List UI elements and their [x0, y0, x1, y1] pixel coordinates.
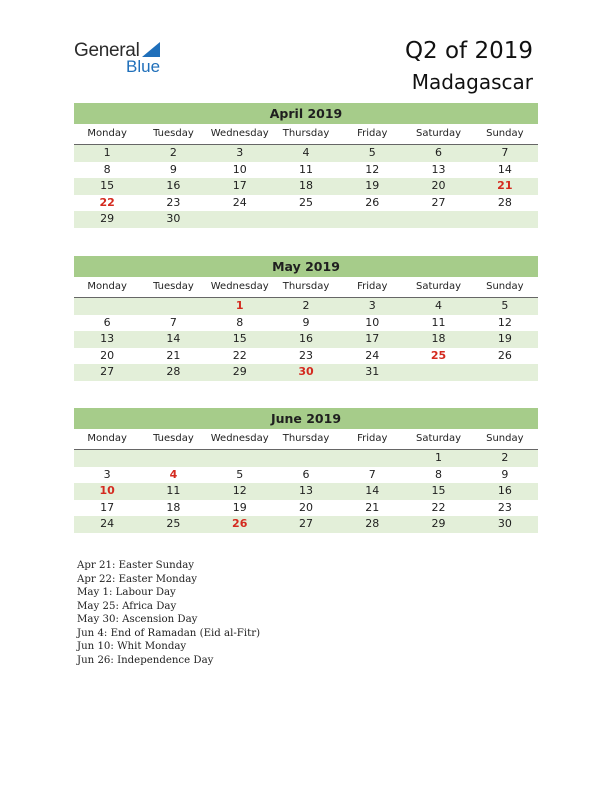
- day-cell: 30: [497, 517, 512, 530]
- week-row: [74, 364, 538, 381]
- week-row: [74, 516, 538, 533]
- day-cell: 28: [365, 517, 380, 530]
- day-cell: 29: [232, 365, 247, 378]
- day-cell: 24: [365, 348, 380, 362]
- holiday-note: Apr 22: Easter Monday: [77, 573, 198, 585]
- day-cell: 27: [431, 195, 446, 209]
- day-cell: 17: [100, 500, 115, 514]
- day-cell: 10: [365, 315, 380, 329]
- day-cell: [405, 364, 471, 381]
- month-title: June 2019: [74, 408, 538, 429]
- day-cell: 6: [302, 467, 310, 481]
- day-cell: 29: [100, 212, 115, 225]
- day-cell: 28: [497, 195, 512, 209]
- day-cell: 8: [236, 315, 244, 329]
- day-cell: 19: [232, 500, 247, 514]
- weekday-label: Tuesday: [153, 433, 194, 444]
- holiday-day-cell: 4: [169, 467, 178, 481]
- weekday-label: Sunday: [486, 128, 524, 139]
- holiday-day-cell: 10: [99, 484, 115, 497]
- day-cell: [140, 450, 206, 467]
- day-cell: 3: [368, 299, 376, 312]
- day-cell: 13: [100, 332, 115, 345]
- day-cell: 20: [431, 179, 446, 192]
- day-cell: 3: [236, 146, 244, 159]
- day-cell: 25: [166, 517, 181, 530]
- week-row: [74, 145, 538, 162]
- weekday-label: Friday: [357, 128, 388, 139]
- day-cell: 16: [166, 179, 181, 192]
- holiday-note: May 1: Labour Day: [77, 587, 176, 598]
- day-cell: 26: [497, 348, 512, 362]
- day-cell: 18: [298, 179, 313, 192]
- weekday-header-row: [74, 124, 538, 145]
- day-cell: 17: [365, 332, 380, 345]
- day-cell: 15: [431, 484, 446, 497]
- day-cell: 9: [169, 162, 177, 176]
- day-cell: 15: [100, 179, 115, 192]
- day-cell: 22: [431, 500, 446, 514]
- weekday-label: Thursday: [282, 281, 330, 292]
- week-row: [74, 162, 538, 179]
- day-cell: 30: [166, 212, 181, 225]
- weekday-label: Friday: [357, 433, 388, 444]
- day-cell: 12: [497, 315, 512, 329]
- weekday-label: Sunday: [486, 281, 524, 292]
- day-cell: 23: [497, 500, 512, 514]
- holiday-notes: [77, 559, 260, 667]
- weekday-label: Saturday: [416, 128, 462, 139]
- day-cell: 23: [166, 195, 181, 209]
- day-cell: 8: [435, 467, 443, 481]
- day-cell: 11: [431, 315, 446, 329]
- day-cell: 13: [431, 162, 446, 176]
- day-cell: 11: [298, 162, 313, 176]
- weekday-header-row: [74, 277, 538, 298]
- day-cell: 28: [166, 365, 181, 378]
- day-cell: 7: [169, 315, 177, 329]
- day-cell: 6: [435, 146, 443, 159]
- day-cell: 16: [298, 332, 313, 345]
- weekday-label: Wednesday: [210, 281, 269, 292]
- holiday-note: Jun 26: Independence Day: [77, 654, 214, 666]
- day-cell: [207, 450, 273, 467]
- holiday-day-cell: 1: [235, 299, 244, 312]
- weekday-header-row: [74, 429, 538, 450]
- day-cell: 25: [298, 195, 313, 209]
- month-calendar-may: [74, 256, 538, 381]
- day-cell: [339, 450, 405, 467]
- day-cell: 26: [365, 195, 380, 209]
- day-cell: 12: [232, 484, 247, 497]
- day-cell: 29: [431, 517, 446, 530]
- weekday-label: Wednesday: [210, 433, 269, 444]
- day-cell: 14: [497, 162, 512, 176]
- month-title: April 2019: [74, 103, 538, 124]
- day-cell: 23: [298, 348, 313, 362]
- month-calendar-june: [74, 408, 538, 533]
- day-cell: 9: [501, 467, 509, 481]
- brand-word-general: General: [74, 40, 140, 61]
- day-cell: 5: [368, 146, 376, 159]
- week-row: [74, 315, 538, 332]
- week-row: [74, 348, 538, 365]
- week-row: [74, 298, 538, 315]
- day-cell: 16: [497, 484, 512, 497]
- day-cell: [273, 211, 339, 228]
- holiday-day-cell: 21: [497, 179, 513, 192]
- day-cell: 10: [232, 162, 247, 176]
- holiday-day-cell: 30: [298, 365, 314, 378]
- week-row: [74, 211, 538, 228]
- day-cell: 21: [166, 348, 181, 362]
- weekday-label: Thursday: [282, 433, 330, 444]
- day-cell: 13: [298, 484, 313, 497]
- day-cell: 5: [501, 299, 509, 312]
- day-cell: 19: [365, 179, 380, 192]
- day-cell: 7: [368, 467, 376, 481]
- day-cell: [339, 211, 405, 228]
- day-cell: 14: [166, 332, 181, 345]
- week-row: [74, 467, 538, 484]
- brand-word-blue: Blue: [126, 57, 161, 76]
- day-cell: 2: [302, 299, 310, 312]
- country-name: Madagascar: [411, 70, 533, 94]
- day-cell: 2: [501, 451, 509, 464]
- brand-logo: [74, 40, 174, 80]
- day-cell: 1: [103, 146, 111, 159]
- week-row: [74, 483, 538, 500]
- day-cell: [74, 450, 140, 467]
- week-row: [74, 450, 538, 467]
- weekday-label: Saturday: [416, 433, 462, 444]
- holiday-note: May 30: Ascension Day: [77, 614, 198, 625]
- day-cell: 27: [100, 365, 115, 378]
- brand-triangle-icon: [142, 42, 160, 57]
- day-cell: 8: [103, 162, 111, 176]
- day-cell: [405, 211, 471, 228]
- day-cell: [472, 364, 538, 381]
- day-cell: [472, 211, 538, 228]
- holiday-note: Jun 4: End of Ramadan (Eid al-Fitr): [77, 627, 261, 639]
- day-cell: [273, 450, 339, 467]
- weekday-label: Saturday: [416, 281, 462, 292]
- weekday-label: Tuesday: [153, 128, 194, 139]
- day-cell: 27: [298, 517, 313, 530]
- day-cell: 18: [431, 332, 446, 345]
- day-cell: [74, 298, 140, 315]
- day-cell: 12: [365, 162, 380, 176]
- day-cell: 15: [232, 332, 247, 345]
- day-cell: 20: [100, 348, 115, 362]
- day-cell: 17: [232, 179, 247, 192]
- weekday-label: Sunday: [486, 433, 524, 444]
- day-cell: 20: [298, 500, 313, 514]
- holiday-day-cell: 22: [99, 195, 115, 209]
- week-row: [74, 178, 538, 195]
- holiday-note: May 25: Africa Day: [77, 600, 177, 612]
- day-cell: 14: [365, 484, 380, 497]
- day-cell: [140, 298, 206, 315]
- weekday-label: Tuesday: [153, 281, 194, 292]
- day-cell: 6: [103, 315, 111, 329]
- day-cell: [207, 211, 273, 228]
- day-cell: 24: [100, 517, 115, 530]
- day-cell: 22: [232, 348, 247, 362]
- weekday-label: Friday: [357, 281, 388, 292]
- day-cell: 4: [435, 299, 443, 312]
- day-cell: 2: [169, 146, 177, 159]
- page-title: Q2 of 2019: [404, 38, 533, 64]
- weekday-label: Monday: [87, 281, 127, 292]
- day-cell: 31: [365, 365, 380, 378]
- day-cell: 9: [302, 315, 310, 329]
- holiday-note: Apr 21: Easter Sunday: [77, 560, 195, 571]
- week-row: [74, 500, 538, 517]
- day-cell: 4: [302, 146, 310, 159]
- day-cell: 1: [435, 451, 443, 464]
- weekday-label: Thursday: [282, 128, 330, 139]
- day-cell: 19: [497, 332, 512, 345]
- day-cell: 3: [103, 467, 111, 481]
- weekday-label: Monday: [87, 433, 127, 444]
- holiday-day-cell: 26: [232, 517, 248, 530]
- week-row: [74, 195, 538, 212]
- day-cell: 24: [232, 195, 247, 209]
- holiday-day-cell: 25: [430, 348, 447, 362]
- month-title: May 2019: [74, 256, 538, 277]
- weekday-label: Monday: [87, 128, 127, 139]
- day-cell: 18: [166, 500, 181, 514]
- weekday-label: Wednesday: [210, 128, 269, 139]
- day-cell: 21: [365, 500, 380, 514]
- day-cell: 7: [501, 146, 509, 159]
- day-cell: 11: [166, 484, 181, 497]
- month-calendar-april: [74, 103, 538, 228]
- week-row: [74, 331, 538, 348]
- day-cell: 5: [236, 467, 244, 481]
- holiday-note: Jun 10: Whit Monday: [77, 641, 187, 652]
